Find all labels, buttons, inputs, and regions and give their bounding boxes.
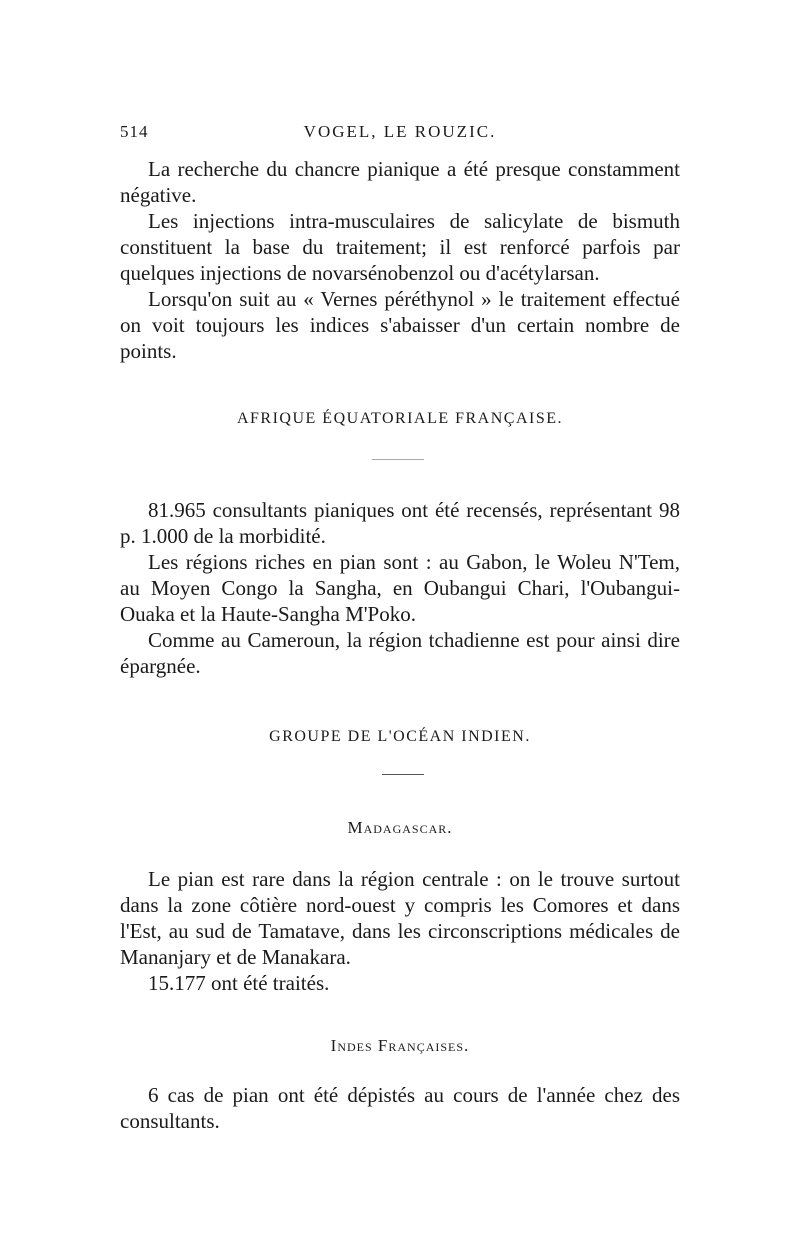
paragraph: 81.965 consultants pianiques ont été recensés, représentant 98 p. 1.000 de la morbidité.: [120, 498, 680, 548]
page-number: 514: [120, 122, 149, 141]
paragraph: Les injections intra-musculaires de salicylate de bismuth constituent la base du traitement; il est renforcé parfois par quelques injections de novarsénobenzol ou d'acétylarsan.: [120, 209, 680, 285]
paragraph: 15.177 ont été traités.: [148, 971, 330, 995]
paragraph: Les régions riches en pian sont : au Gabon, le Woleu N'Tem, au Moyen Congo la Sangha, en Oubangui Chari, l'Oubangui-Ouaka et la Haute-Sangha M'Poko.: [120, 550, 680, 626]
paragraph: La recherche du chancre pianique a été presque constamment négative.: [120, 157, 680, 207]
running-header: [120, 122, 680, 146]
subsection-heading-madagascar: Madagascar.: [347, 818, 453, 837]
running-title: VOGEL, LE ROUZIC.: [303, 122, 497, 141]
paragraph: Comme au Cameroun, la région tchadienne est pour ainsi dire épargnée.: [120, 628, 680, 678]
subsection-heading-indes-francaises: Indes Françaises.: [330, 1036, 470, 1055]
aef-text: [120, 497, 680, 679]
indes-text: [120, 1082, 680, 1134]
madagascar-text: [120, 866, 680, 996]
intro-text: [120, 156, 680, 364]
paragraph: Le pian est rare dans la région centrale : on le trouve surtout dans la zone côtière nord-ouest y compris les Comores et dans l'Est, au sud de Tamatave, dans les circonscriptions médicales de Mananjary et de Manakara.: [120, 867, 680, 969]
section-divider: [382, 774, 424, 775]
paragraph: Lorsqu'on suit au « Vernes péréthynol » le traitement effectué on voit toujours les indices s'abaisser d'un certain nombre de points.: [120, 287, 680, 363]
section-divider: [372, 459, 424, 460]
section-heading-afrique-equatoriale: AFRIQUE ÉQUATORIALE FRANÇAISE.: [236, 410, 564, 427]
section-heading-ocean-indien: GROUPE DE L'OCÉAN INDIEN.: [269, 728, 531, 745]
paragraph: 6 cas de pian ont été dépistés au cours de l'année chez des consultants.: [120, 1083, 680, 1133]
